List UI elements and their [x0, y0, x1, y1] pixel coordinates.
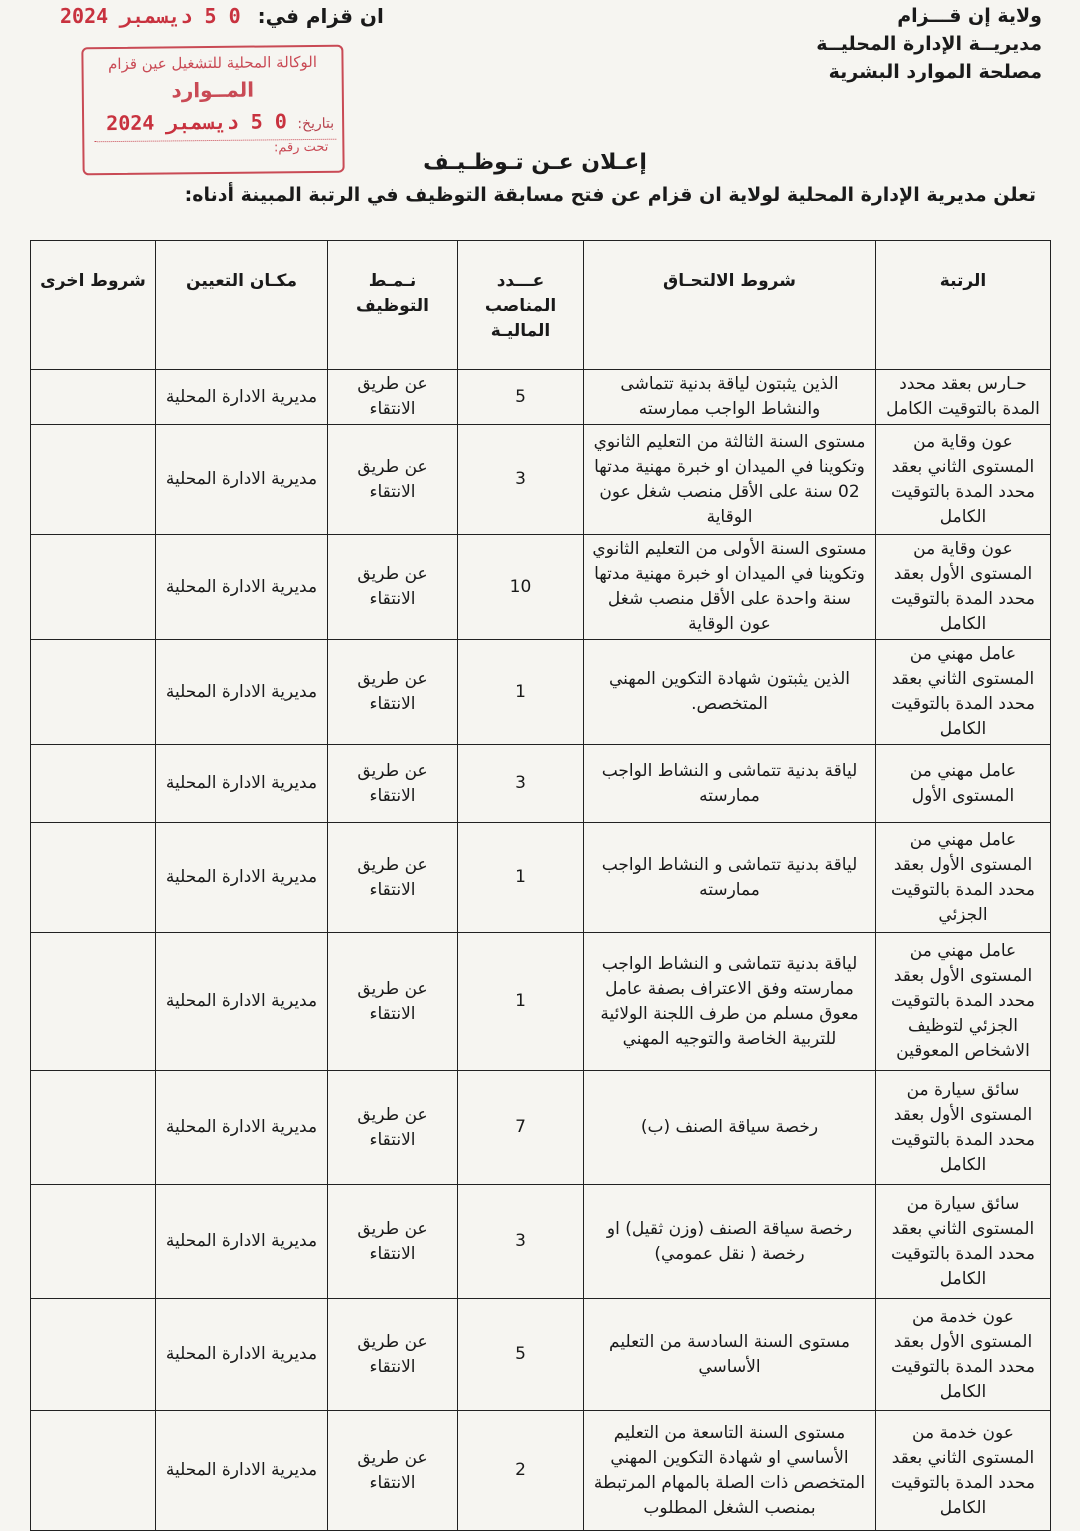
- header-mode: نـمـط التوظيف: [328, 241, 458, 370]
- cell-mode: عن طريق الانتقاء: [328, 425, 458, 535]
- cell-count: 1: [458, 640, 584, 745]
- cell-count: 1: [458, 933, 584, 1071]
- cell-mode: عن طريق الانتقاء: [328, 745, 458, 823]
- cell-other: [31, 425, 156, 535]
- cell-mode: عن طريق الانتقاء: [328, 933, 458, 1071]
- cell-place: مديرية الادارة المحلية: [156, 1299, 328, 1411]
- stamp-ref: تحت رقم:: [94, 139, 336, 158]
- issue-date-value: 0 5 ديسمبر 2024: [60, 4, 241, 28]
- cell-other: [31, 745, 156, 823]
- header-other: شروط اخرى: [31, 241, 156, 370]
- cell-other: [31, 823, 156, 933]
- cell-conditions: رخصة سياقة الصنف (ب): [584, 1071, 876, 1185]
- cell-other: [31, 1299, 156, 1411]
- cell-conditions: لياقة بدنية تتماشى و النشاط الواجب ممارسته: [584, 823, 876, 933]
- header-rank: الرتبة: [876, 241, 1051, 370]
- cell-place: مديرية الادارة المحلية: [156, 370, 328, 425]
- cell-count: 5: [458, 1299, 584, 1411]
- cell-mode: عن طريق الانتقاء: [328, 1071, 458, 1185]
- cell-place: مديرية الادارة المحلية: [156, 640, 328, 745]
- cell-other: [31, 1185, 156, 1299]
- cell-count: 3: [458, 425, 584, 535]
- table-row: [31, 640, 1051, 745]
- document-title: [0, 150, 1080, 175]
- header-count: عـــدد المناصب الماليـة: [458, 241, 584, 370]
- table-row: [31, 535, 1051, 640]
- cell-rank: عون خدمة من المستوى الأول بعقد محدد المدة بالتوقيت الكامل: [876, 1299, 1051, 1411]
- stamp-date: [84, 109, 342, 136]
- cell-conditions: الذين يثبتون شهادة التكوين المهني المتخصص.: [584, 640, 876, 745]
- table-row: [31, 1185, 1051, 1299]
- cell-other: [31, 1071, 156, 1185]
- cell-conditions: مستوى السنة الثالثة من التعليم الثانوي وتكوينا في الميدان او خبرة مهنية مدتها 02 سنة على الأقل منصب شغل عون الوقاية: [584, 425, 876, 535]
- cell-rank: حـارس بعقد محدد المدة بالتوقيت الكامل: [876, 370, 1051, 425]
- cell-rank: عون خدمة من المستوى الثاني بعقد محدد المدة بالتوقيت الكامل: [876, 1411, 1051, 1531]
- cell-count: 3: [458, 745, 584, 823]
- cell-conditions: مستوى السنة الأولى من التعليم الثانوي وتكوينا في الميدان او خبرة مهنية مدتها سنة واحدة على الأقل منصب شغل عون الوقاية: [584, 535, 876, 640]
- cell-place: مديرية الادارة المحلية: [156, 745, 328, 823]
- table-row: [31, 370, 1051, 425]
- cell-place: مديرية الادارة المحلية: [156, 425, 328, 535]
- cell-place: مديرية الادارة المحلية: [156, 1185, 328, 1299]
- table-row: [31, 1299, 1051, 1411]
- cell-count: 10: [458, 535, 584, 640]
- cell-rank: سائق سيارة من المستوى الأول بعقد محدد المدة بالتوقيت الكامل: [876, 1071, 1051, 1185]
- cell-rank: عون وقاية من المستوى الأول بعقد محدد المدة بالتوقيت الكامل: [876, 535, 1051, 640]
- table-header-row: [31, 241, 1051, 370]
- cell-other: [31, 370, 156, 425]
- cell-conditions: مستوى السنة السادسة من التعليم الأساسي: [584, 1299, 876, 1411]
- cell-count: 3: [458, 1185, 584, 1299]
- cell-mode: عن طريق الانتقاء: [328, 823, 458, 933]
- cell-conditions: لياقة بدنية تتماشى و النشاط الواجب ممارسته وفق الاعتراف بصفة عامل معوق مسلم من طرف اللجنة الولائية للتربية الخاصة والتوجيه المهني: [584, 933, 876, 1071]
- cell-count: 1: [458, 823, 584, 933]
- cell-other: [31, 1411, 156, 1531]
- cell-count: 7: [458, 1071, 584, 1185]
- table-row: [31, 823, 1051, 933]
- cell-place: مديرية الادارة المحلية: [156, 1411, 328, 1531]
- jobs-table: [30, 240, 1051, 1531]
- header-conditions: شروط الالتحـاق: [584, 241, 876, 370]
- issuer-header: [816, 2, 1042, 86]
- cell-conditions: رخصة سياقة الصنف (وزن ثقيل) او رخصة ( نقل عمومي): [584, 1185, 876, 1299]
- issue-date: [60, 4, 384, 28]
- cell-rank: عامل مهني من المستوى الثاني بعقد محدد المدة بالتوقيت الكامل: [876, 640, 1051, 745]
- table-row: [31, 425, 1051, 535]
- stamp-dept: المــوارد: [171, 77, 255, 103]
- cell-count: 5: [458, 370, 584, 425]
- cell-rank: عامل مهني من المستوى الأول بعقد محدد المدة بالتوقيت الجزئي لتوظيف الاشخاص المعوقين: [876, 933, 1051, 1071]
- header-place: مكـان التعيين: [156, 241, 328, 370]
- issuer-line-directorate: مديريــة الإدارة المحليــة: [816, 33, 1042, 55]
- cell-mode: عن طريق الانتقاء: [328, 535, 458, 640]
- cell-rank: عامل مهني من المستوى الأول بعقد محدد المدة بالتوقيت الجزئي: [876, 823, 1051, 933]
- cell-mode: عن طريق الانتقاء: [328, 1185, 458, 1299]
- stamp-date-value: 0 5 ديسمبر 2024: [106, 109, 287, 136]
- cell-rank: عون وقاية من المستوى الثاني بعقد محدد المدة بالتوقيت الكامل: [876, 425, 1051, 535]
- cell-count: 2: [458, 1411, 584, 1531]
- intro-paragraph: تعلن مديرية الإدارة المحلية لولاية ان قزام عن فتح مسابقة التوظيف في الرتبة المبينة أدناه:: [184, 184, 1036, 206]
- issuer-line-service: مصلحة الموارد البشرية: [828, 61, 1042, 83]
- cell-other: [31, 640, 156, 745]
- cell-rank: سائق سيارة من المستوى الثاني بعقد محدد المدة بالتوقيت الكامل: [876, 1185, 1051, 1299]
- cell-place: مديرية الادارة المحلية: [156, 1071, 328, 1185]
- cell-mode: عن طريق الانتقاء: [328, 1299, 458, 1411]
- cell-place: مديرية الادارة المحلية: [156, 535, 328, 640]
- document-title-text: إعـلان عـن تـوظـيـف: [423, 150, 647, 175]
- table-row: [31, 745, 1051, 823]
- table-row: [31, 933, 1051, 1071]
- table-row: [31, 1411, 1051, 1531]
- stamp-agency: الوكالة المحلية للتشغيل عين قزام: [107, 52, 318, 74]
- cell-mode: عن طريق الانتقاء: [328, 1411, 458, 1531]
- cell-other: [31, 535, 156, 640]
- cell-conditions: مستوى السنة التاسعة من التعليم الأساسي او شهادة التكوين المهني المتخصص ذات الصلة بالمهام المرتبطة بمنصب الشغل المطلوب: [584, 1411, 876, 1531]
- cell-place: مديرية الادارة المحلية: [156, 823, 328, 933]
- cell-conditions: الذين يثبتون لياقة بدنية تتماشى والنشاط الواجب ممارسته: [584, 370, 876, 425]
- stamp-date-label: بتاريخ:: [297, 115, 335, 133]
- cell-mode: عن طريق الانتقاء: [328, 640, 458, 745]
- cell-mode: عن طريق الانتقاء: [328, 370, 458, 425]
- cell-rank: عامل مهني من المستوى الأول: [876, 745, 1051, 823]
- cell-conditions: لياقة بدنية تتماشى و النشاط الواجب ممارسته: [584, 745, 876, 823]
- issue-date-label: ان قزام في:: [257, 4, 384, 28]
- cell-other: [31, 933, 156, 1071]
- issuer-line-wilaya: ولاية إن قـــزام: [897, 5, 1042, 27]
- cell-place: مديرية الادارة المحلية: [156, 933, 328, 1071]
- table-row: [31, 1071, 1051, 1185]
